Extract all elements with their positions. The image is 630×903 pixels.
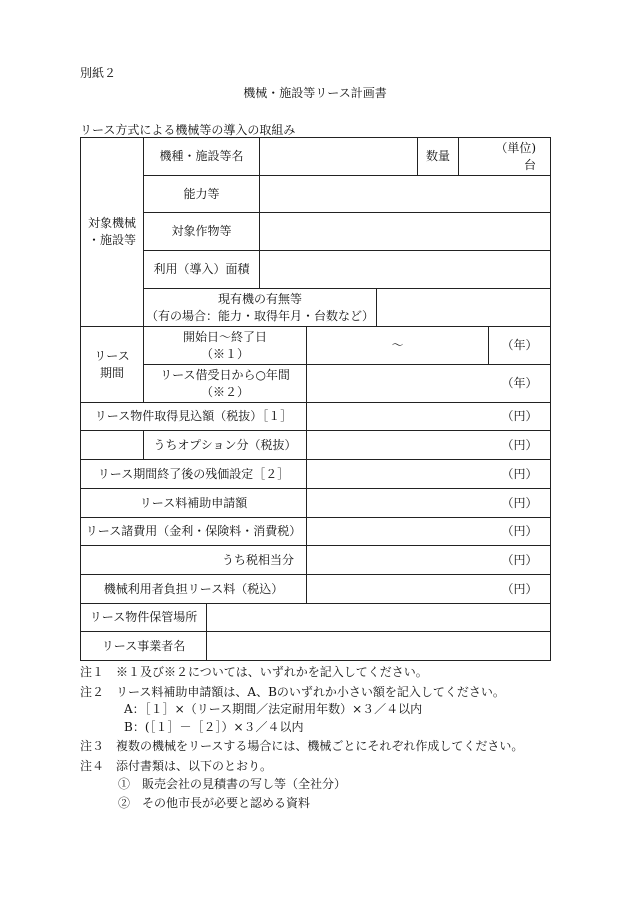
yen-unit: （円）: [501, 437, 538, 452]
target-equipment-group-label: 対象機械 ・施設等: [87, 216, 136, 247]
storage-location-field[interactable]: [207, 604, 550, 631]
yen-unit: （円）: [501, 409, 538, 423]
document-title: 機械・施設等リース計画書: [243, 86, 387, 100]
year-unit-label: （年）: [501, 338, 538, 352]
note-4-item-1: ① 販売会社の見積書の写し等（全社分）: [118, 777, 347, 791]
existing-machine-label: 現有機の有無等 （有の場合：能力・取得年月・台数など）: [145, 291, 374, 323]
user-lease-fee-label: 機械利用者負担リース料（税込）: [103, 581, 284, 596]
note-4: 注４ 添付書類は、以下のとおり。: [80, 759, 273, 773]
yen-unit: （円）: [501, 495, 538, 510]
option-amount-label: うちオプション分（税抜）: [153, 437, 297, 452]
years-from-delivery-label: リース借受日から○年間 （※２）: [160, 367, 290, 399]
start-end-date-label: 開始日～終了日 （※１）: [182, 329, 267, 361]
subsidy-amount-label: リース料補助申請額: [139, 495, 248, 510]
yen-unit: （円）: [501, 524, 538, 538]
target-crop-field[interactable]: [260, 213, 550, 250]
note-3: 注３ 複数の機械をリースする場合には、機械ごとにそれぞれ作成してください。: [80, 739, 524, 753]
note-2-b: B：(［１］－［２］）×３／４以内: [124, 720, 304, 734]
year-unit-label-2: （年）: [501, 376, 538, 390]
note-1: 注１ ※１及び※２については、いずれかを記入してください。: [80, 665, 428, 679]
lessor-name-field[interactable]: [207, 632, 550, 660]
acquisition-amount-label: リース物件取得見込額（税抜）［１］: [94, 409, 293, 423]
existing-machine-field[interactable]: [377, 289, 550, 326]
lessor-name-label: リース事業者名: [101, 638, 186, 653]
residual-value-label: リース期間終了後の残価設定［２］: [97, 466, 290, 481]
note-2-a: A：［１］×（リース期間／法定耐用年数）×３／４以内: [124, 702, 423, 716]
machine-name-field[interactable]: [260, 138, 417, 175]
tax-portion-label: うち税相当分: [221, 552, 294, 567]
capacity-label: 能力等: [183, 186, 220, 201]
yen-unit: （円）: [501, 466, 538, 481]
quantity-label: 数量: [425, 149, 450, 163]
unit-label: （単位) 台: [495, 140, 536, 172]
machine-name-label: 機種・施設等名: [159, 149, 244, 163]
yen-unit: （円）: [501, 552, 538, 567]
attachment-label: 別紙２: [80, 66, 117, 80]
note-2: 注２ リース料補助申請額は、A、Bのいずれか小さい額を記入してください。: [80, 685, 505, 699]
capacity-field[interactable]: [260, 176, 550, 212]
target-crop-label: 対象作物等: [171, 224, 232, 238]
section-title: リース方式による機械等の導入の取組み: [80, 123, 296, 137]
note-4-item-2: ② その他市長が必要と認める資料: [118, 796, 311, 810]
usage-area-label: 利用（導入）面積: [153, 262, 250, 276]
usage-area-field[interactable]: [260, 251, 550, 288]
lease-expenses-label: リース諸費用（金利・保険料・消費税）: [85, 524, 302, 538]
yen-unit: （円）: [501, 581, 538, 596]
years-from-delivery-field[interactable]: [307, 365, 488, 402]
lease-period-group-label: リース 期間: [94, 348, 130, 380]
start-end-date-field[interactable]: ～: [391, 338, 404, 352]
storage-location-label: リース物件保管場所: [89, 610, 198, 624]
